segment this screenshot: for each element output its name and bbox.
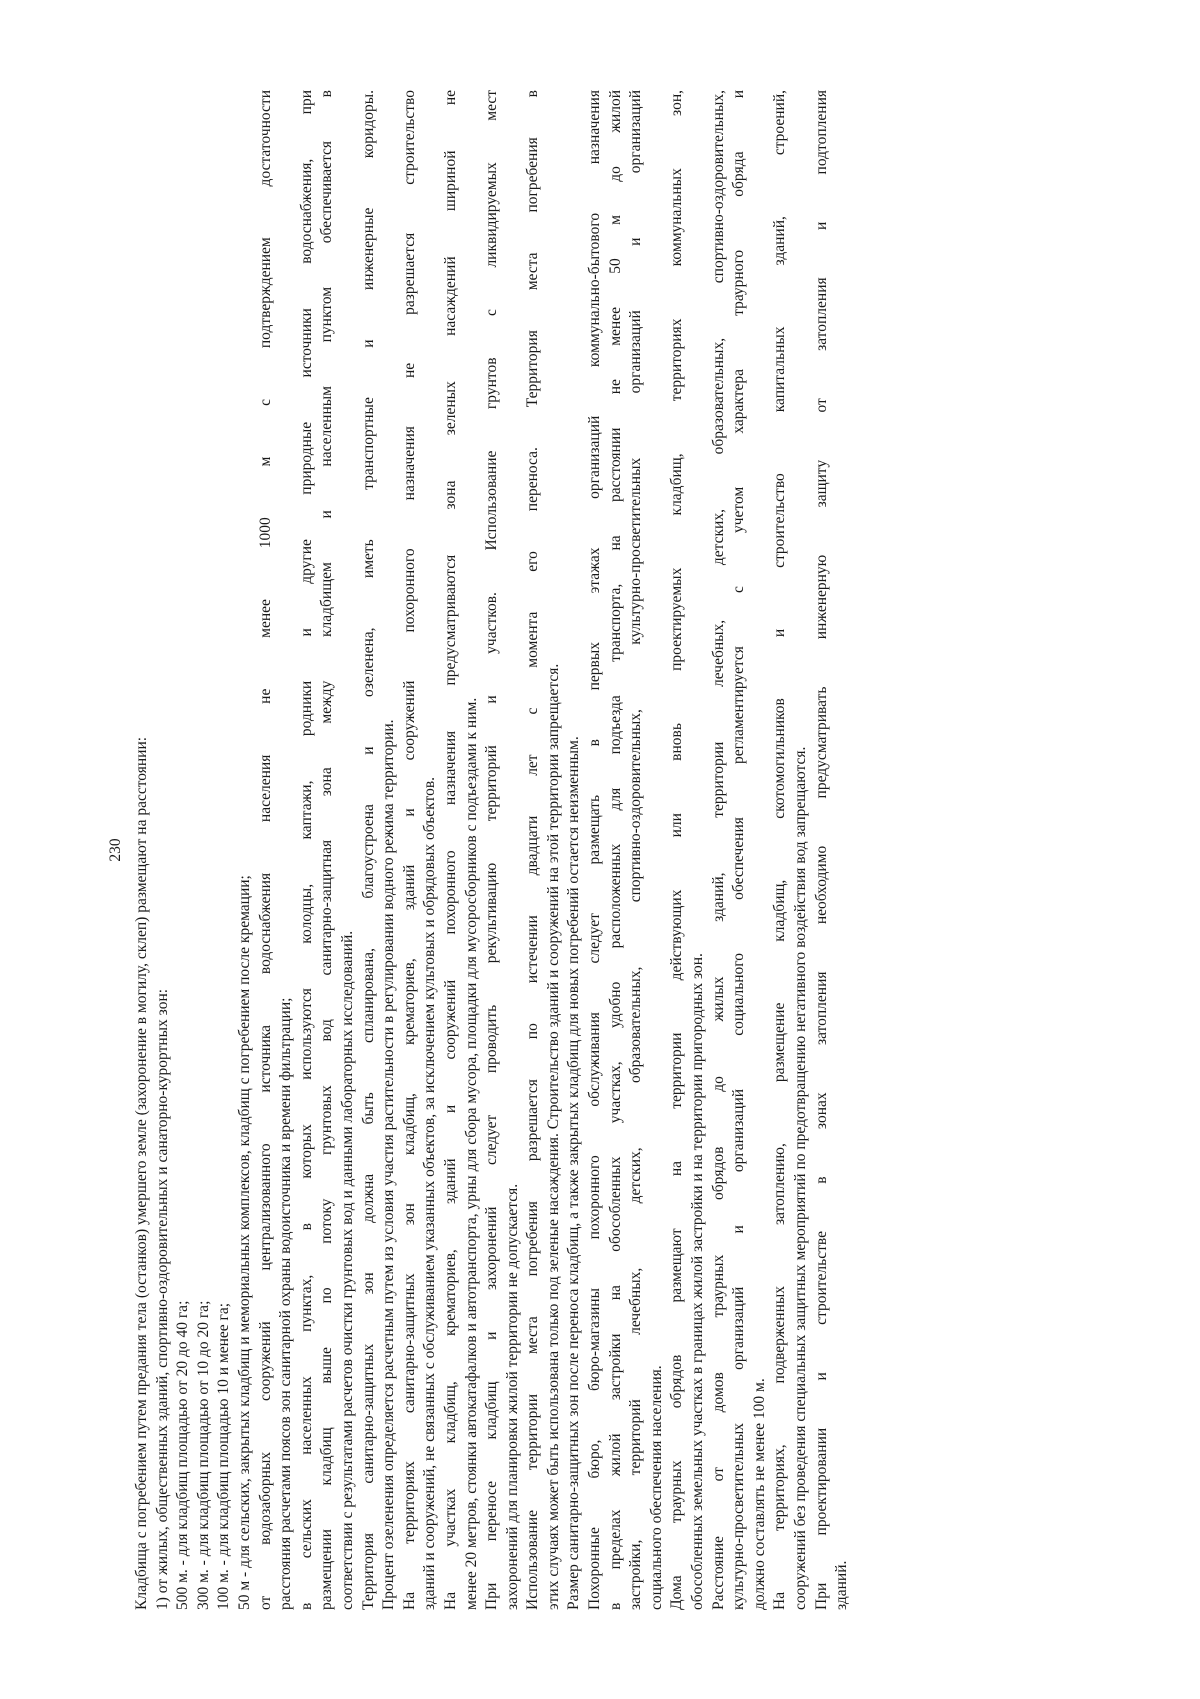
text-line: При переносе кладбищ и захоронений следует проводить рекультивацию территорий и участков. Использование грунтов с ликвидируемых мест [483,90,501,1610]
text-line: На территориях, подверженных затоплению, размещение кладбищ, скотомогильников и строительство капитальных зданий, строений, [771,90,789,1610]
text-line: Дома траурных обрядов размещают на территории действующих или вновь проектируемых кладбищ, территориях коммунальных зон, [668,90,686,1610]
text-line: социального обеспечения населения. [647,1365,665,1610]
text-line: зданий. [833,1560,851,1610]
text-line: в сельских населенных пунктах, в которых используются колодцы, каптажи, родники и другие природные источники водоснабжения, при [297,90,315,1610]
text-line: менее 20 метров, стоянки автокатафалков и автотранспорта, урны для сбора мусора, площадки для мусоросборников с подъездами к ним. [462,697,480,1610]
text-line: сооружений без проведения специальных защитных мероприятий по предотвращению негативного воздействия вод запрещаются. [792,746,809,1610]
text-line: зданий и сооружений, не связанных с обслуживанием указанных объектов, за исключением культовых и обрядовых объектов. [421,776,439,1610]
text-line: 500 м. - для кладбищ площадью от 20 до 40 га; [174,1300,192,1610]
text-line: Размер санитарно-защитных зон после переноса кладбищ, а также закрытых кладбищ для новых погребений остается неизменным. [565,736,583,1610]
text-line: захоронений для планировки жилой территории не допускается. [503,1183,521,1610]
text-line: должно составлять не менее 100 м. [750,1378,768,1610]
text-line: культурно-просветительных организаций и организаций социального обеспечения регламентируется с учетом характера траурного обряда и [730,90,748,1610]
text-line: соответствии с результатами расчетов очистки грунтовых вод и данными лабораторных исследований. [338,930,356,1610]
rotated-page [100,80,1040,1620]
text-line: Похоронные бюро, бюро-магазины похоронного обслуживания следует размещать в первых этажах организаций коммунально-бытового назначения [586,90,604,1610]
text-line: Процент озеленения определяется расчетным путем из условия участия растительности в регулировании водного режима территории. [380,719,398,1610]
text-line: 300 м. - для кладбищ площадью от 10 до 20 га; [194,1300,212,1610]
text-line: Использование территории места погребения разрешается по истечении двадцати лет с момента его переноса. Территория места погребения в [524,90,542,1610]
text-line: На территориях санитарно-защитных зон кладбищ, крематориев, зданий и сооружений похоронного назначения не разрешается строительство [400,90,418,1610]
text-line: 100 м. - для кладбищ площадью 10 и менее га; [215,1302,233,1610]
text-line: этих случаях может быть использована только под зеленые насаждения. Строительство зданий и сооружений на этой территории запрещается. [544,663,562,1610]
text-line: застройки, территорий лечебных, детских, образовательных, спортивно-оздоровительных, культурно-просветительных организаций и организаций [627,90,645,1610]
text-line: Кладбища с погребением путем предания тела (останков) умершего земле (захоронение в могилу, склеп) размещают на расстоянии: [133,736,150,1610]
text-line: На участках кладбищ, крематориев, зданий и сооружений похоронного назначения предусматриваются зона зеленых насаждений шириной не [441,90,459,1610]
text-line: обособленных земельных участках в границах жилой застройки и на территории пригородных зон. [689,953,707,1610]
document-body [132,90,853,1610]
text-line: Территория санитарно-защитных зон должна быть спланирована, благоустроена и озеленена, иметь транспортные и инженерные коридоры. [359,90,377,1610]
text-line: расстояния расчетами поясов зон санитарной охраны водоисточника и времени фильтрации; [277,997,295,1610]
text-line: Расстояние от домов траурных обрядов до жилых зданий, территории лечебных, детских, образовательных, спортивно-оздоровительных, [709,90,727,1610]
page-number: 230 [107,838,124,862]
text-line: При проектировании и строительстве в зонах затопления необходимо предусматривать инженерную защиту от затопления и подтопления [812,90,830,1610]
text-line: размещении кладбищ выше по потоку грунтовых вод санитарно-защитная зона между кладбищем и населенным пунктом обеспечивается в [318,90,336,1610]
text-line: 50 м - для сельских, закрытых кладбищ и мемориальных комплексов, кладбищ с погребением после кремации; [235,875,253,1610]
text-line: от водозаборных сооружений централизованного источника водоснабжения населения не менее 1000 м с подтверждением достаточности [256,90,274,1610]
text-line: в пределах жилой застройки на обособленных участках, удобно расположенных для подъезда транспорта, на расстоянии не менее 50 м до жилой [606,90,624,1610]
text-line: 1) от жилых, общественных зданий, спортивно-оздоровительных и санаторно-курортных зон: [153,988,171,1610]
